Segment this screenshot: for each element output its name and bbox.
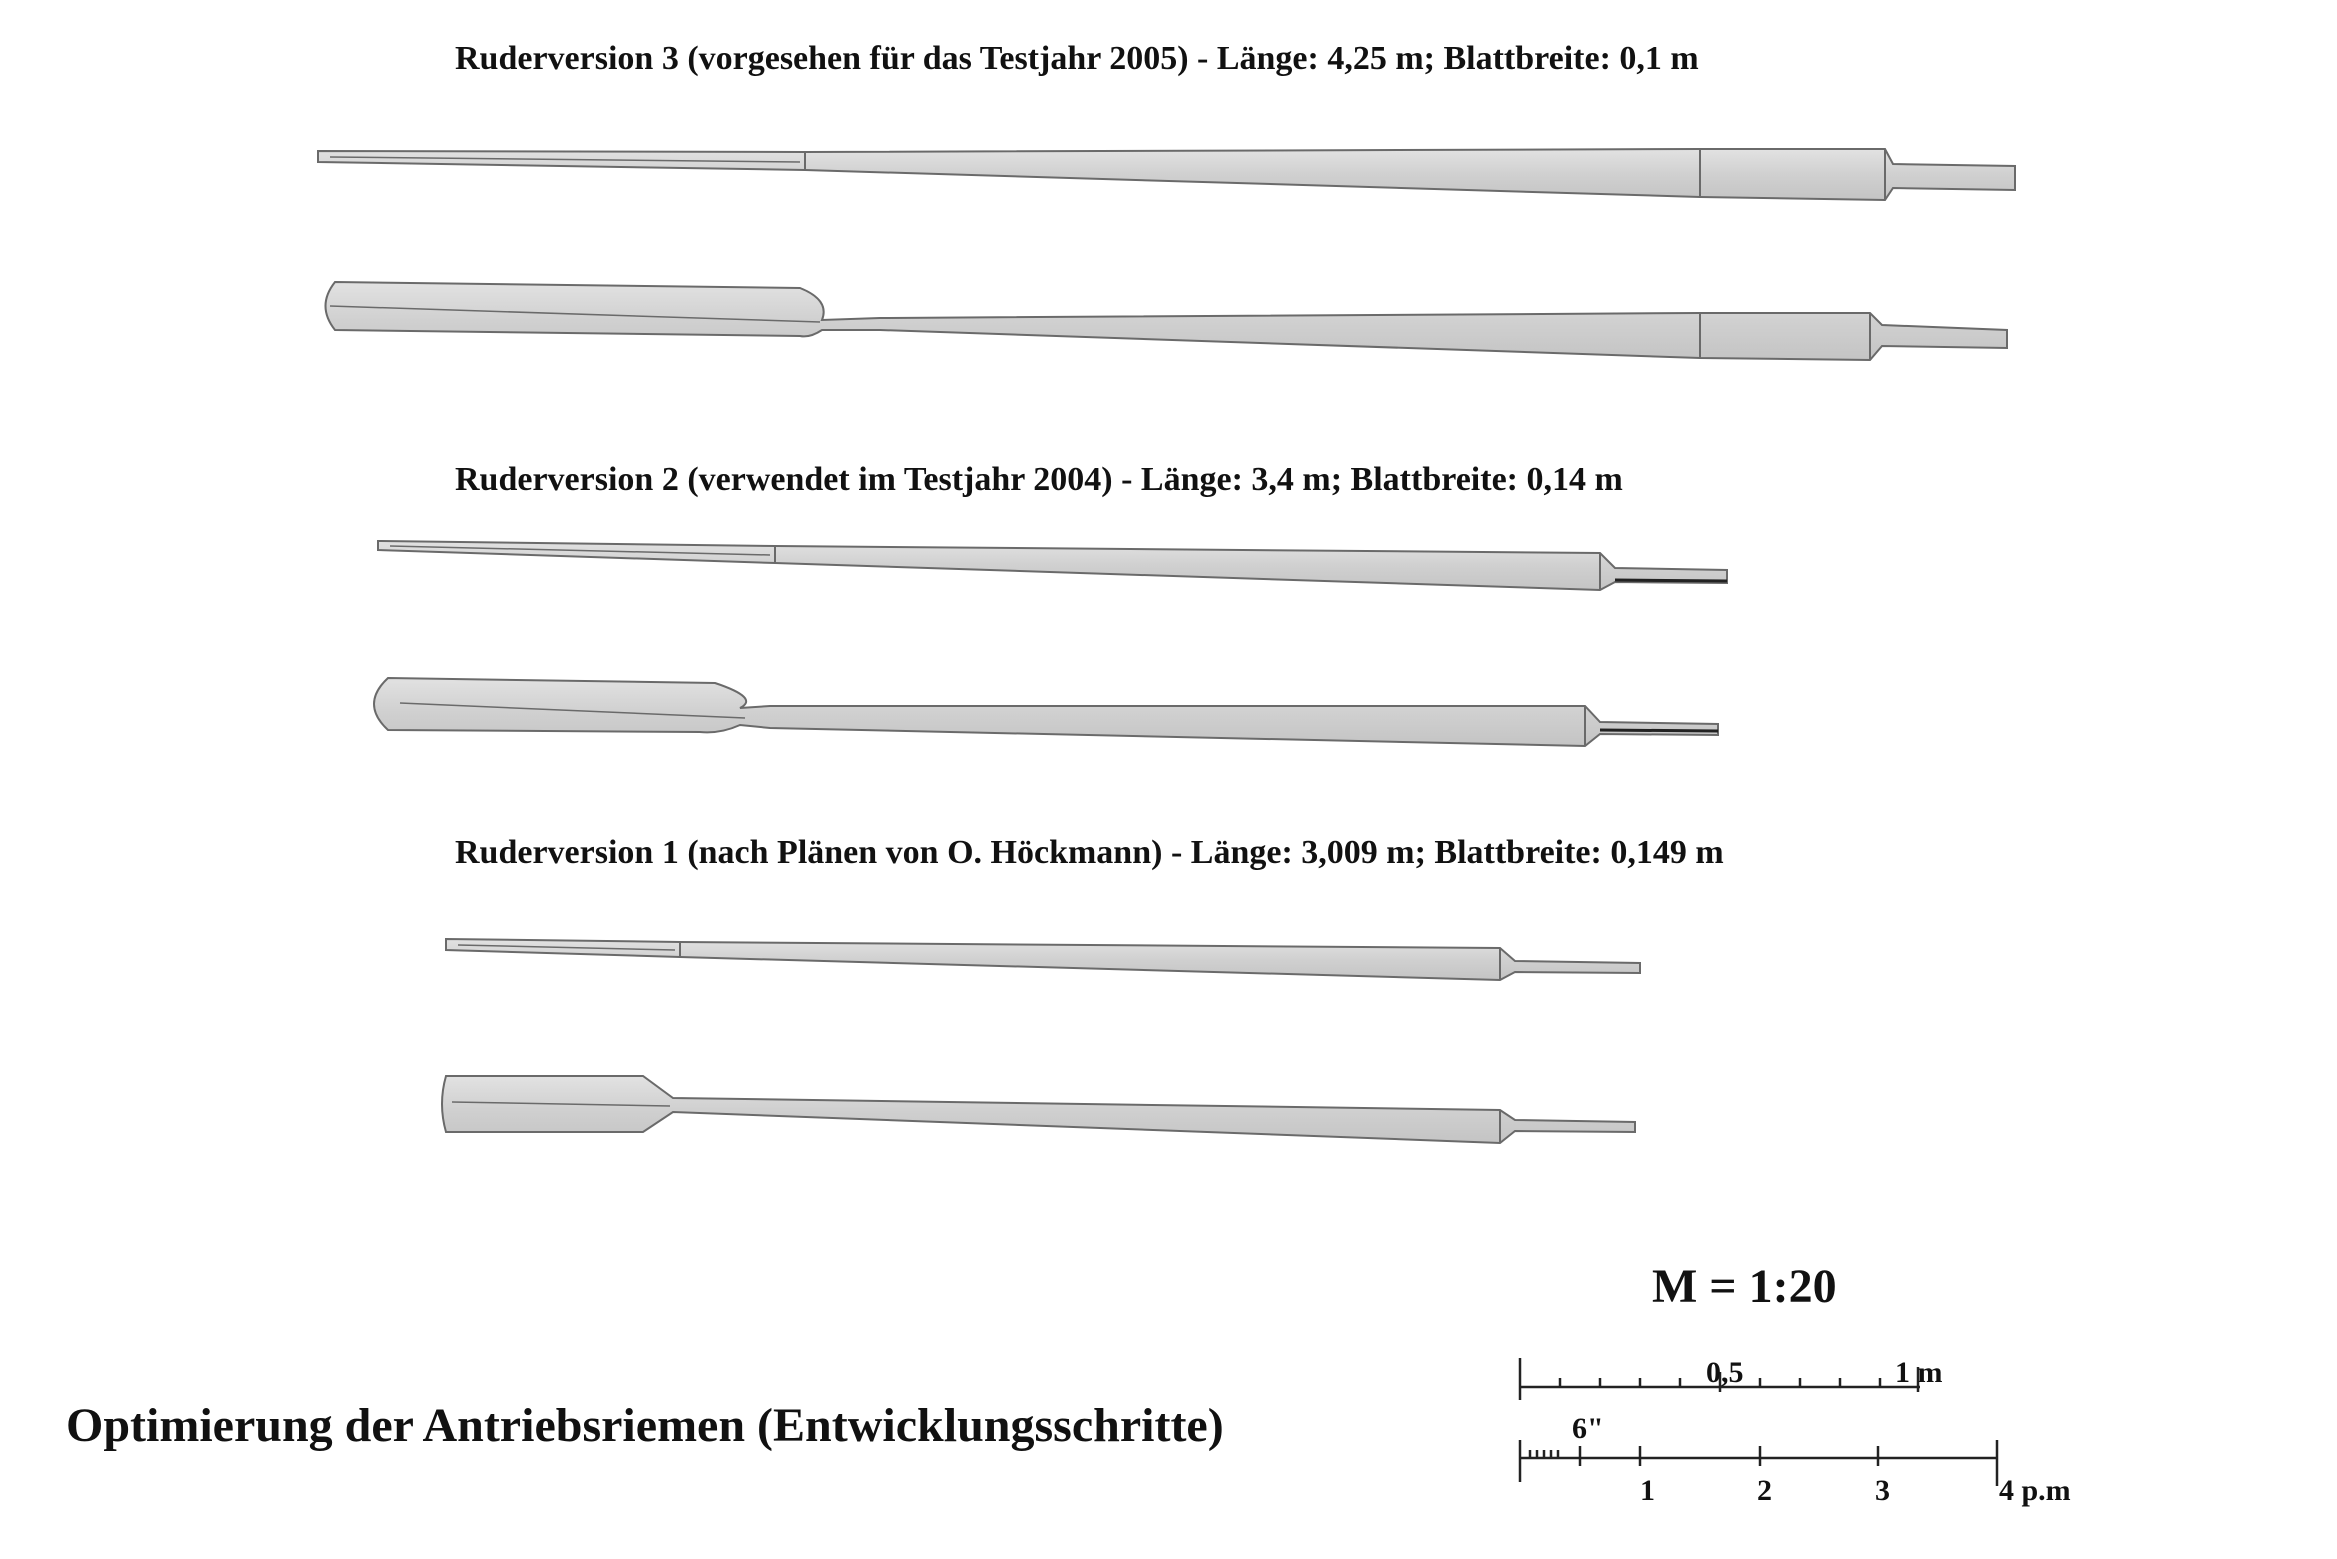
metric-label-half: 0,5	[1706, 1356, 1744, 1389]
imperial-label-3: 3	[1875, 1474, 1890, 1507]
scale-ratio: M = 1:20	[1652, 1260, 1837, 1313]
imperial-label-4: 4 p.m	[1999, 1474, 2071, 1507]
oar-version-1-title: Ruderversion 1 (nach Plänen von O. Höckmann) - Länge: 3,009 m; Blattbreite: 0,149 m	[455, 834, 1724, 871]
imperial-label-2: 2	[1757, 1474, 1772, 1507]
imperial-inch-label: 6"	[1572, 1412, 1604, 1445]
oar-version-3-title: Ruderversion 3 (vorgesehen für das Testjahr 2005) - Länge: 4,25 m; Blattbreite: 0,1 m	[455, 40, 1699, 77]
oar-version-2-title: Ruderversion 2 (verwendet im Testjahr 2004) - Länge: 3,4 m; Blattbreite: 0,14 m	[455, 461, 1623, 498]
main-title: Optimierung der Antriebsriemen (Entwicklungsschritte)	[66, 1399, 1224, 1452]
imperial-label-1: 1	[1640, 1474, 1655, 1507]
metric-label-one: 1 m	[1895, 1356, 1943, 1389]
